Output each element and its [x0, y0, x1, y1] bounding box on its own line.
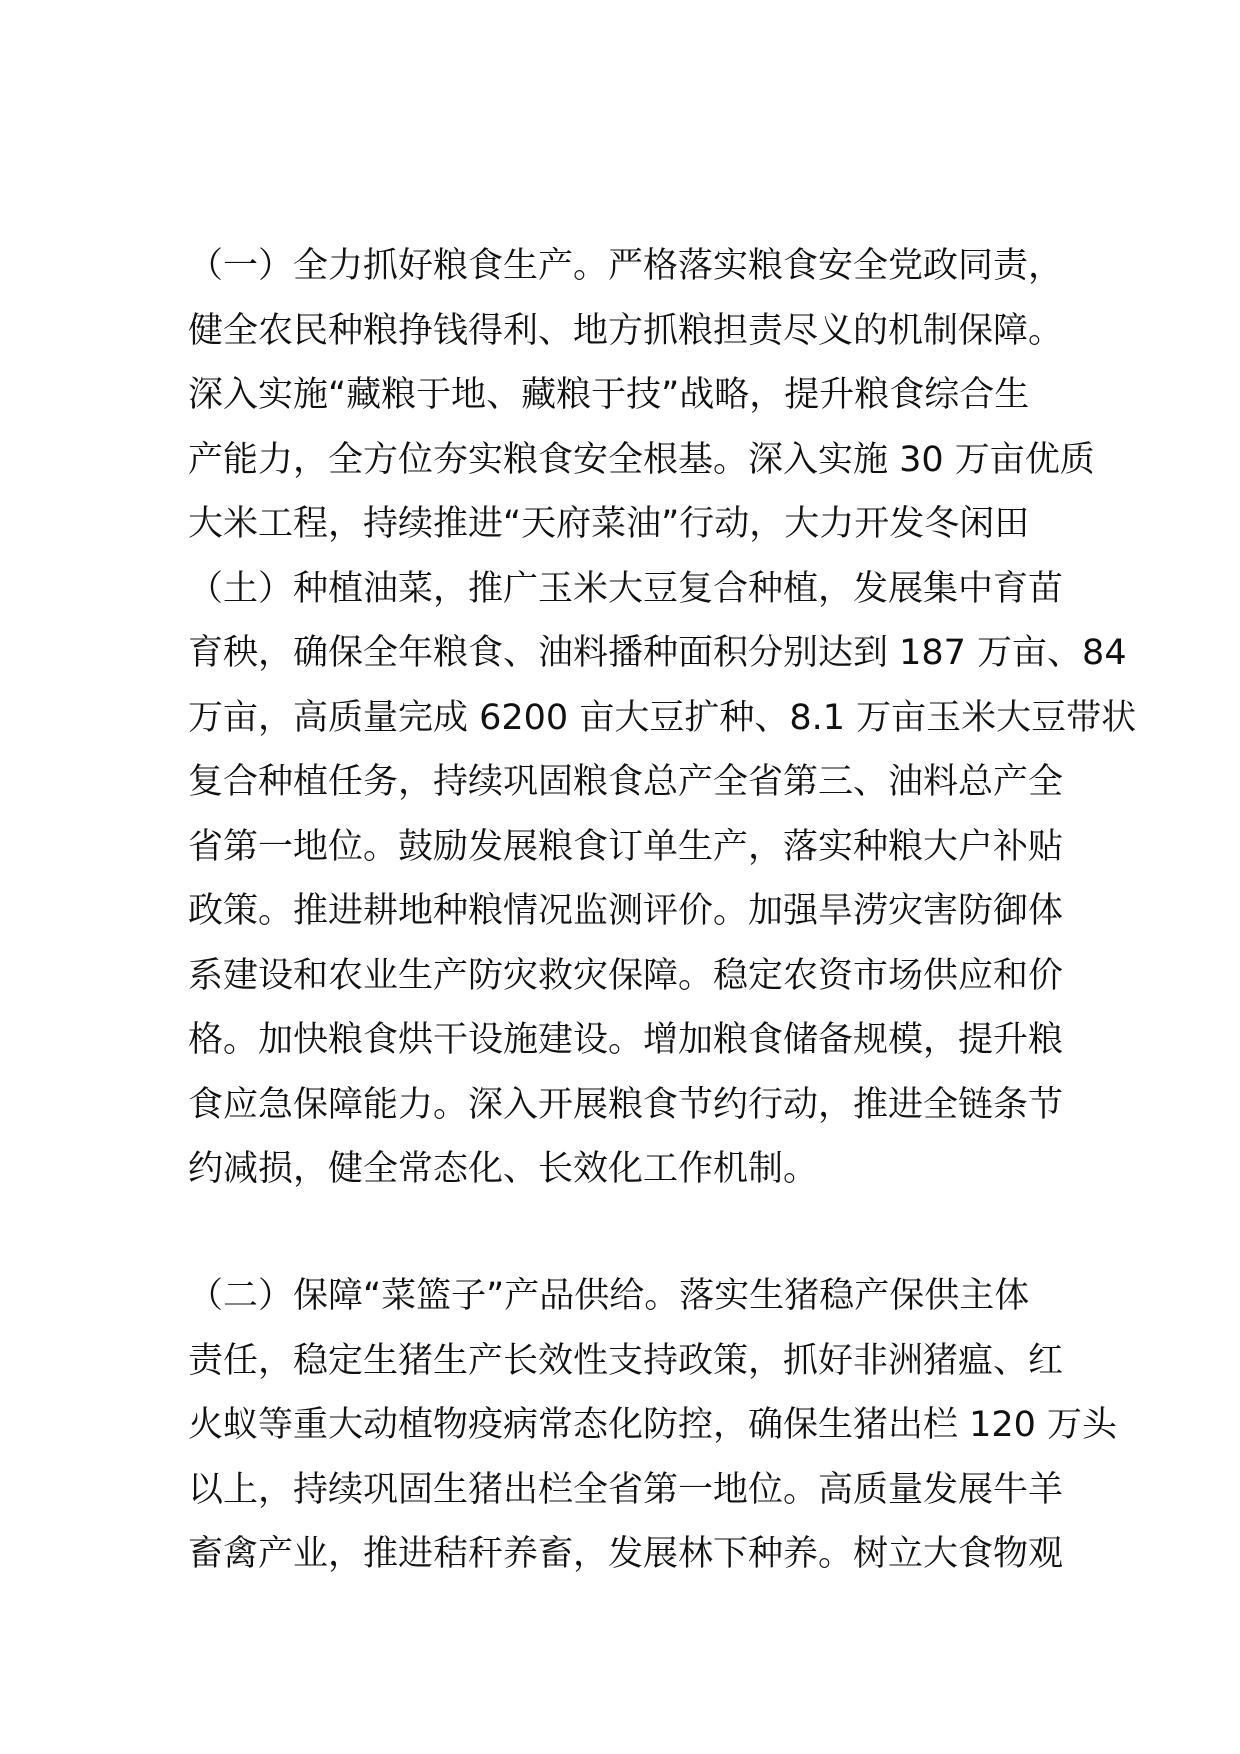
text-line: 格。加快粮食烘干设施建设。增加粮食储备规模，提升粮 — [188, 1020, 1064, 1060]
text-line: 系建设和农业生产防灾救灾保障。稳定农资市场供应和价 — [188, 955, 1064, 996]
text-line: 大米工程，持续推进“天府菜油”行动，大力开发冬闲田 — [188, 504, 1030, 544]
text-line: 育秧，确保全年粮食、油料播种面积分别达到 187 万亩、84 — [188, 633, 1127, 673]
text-line: 责任，稳定生猪生产长效性支持政策，抓好非洲猪瘟、红 — [188, 1340, 1064, 1381]
text-line: （土）种植油菜，推广玉米大豆复合种植，发展集中育苗 — [188, 568, 1064, 609]
text-line: 复合种植任务，持续巩固粮食总产全省第三、油料总产全 — [188, 762, 1064, 802]
text-line: 健全农民种粮挣钱得利、地方抓粮担责尽义的机制保障。 — [188, 310, 1064, 351]
text-line: 万亩，高质量完成 6200 亩大豆扩种、8.1 万亩玉米大豆带状 — [188, 697, 1137, 738]
text-line: 以上，持续巩固生猪出栏全省第一地位。高质量发展牛羊 — [188, 1469, 1064, 1510]
paragraph-vegetable-basket — [188, 1264, 1118, 1587]
text-line: 火蚁等重大动植物疫病常态化防控，确保生猪出栏 120 万头 — [188, 1405, 1118, 1445]
text-line: 政策。推进耕地种粮情况监测评价。加强旱涝灾害防御体 — [188, 891, 1064, 931]
text-line: 省第一地位。鼓励发展粮食订单生产，落实种粮大户补贴 — [188, 826, 1064, 867]
text-line: （二）保障“菜篮子”产品供给。落实生猪稳产保供主体 — [188, 1276, 1030, 1316]
text-line: 约减损，健全常态化、长效化工作机制。 — [188, 1149, 819, 1189]
text-line: 产能力，全方位夯实粮食安全根基。深入实施 30 万亩优质 — [188, 439, 1095, 480]
text-line: 深入实施“藏粮于地、藏粮于技”战略，提升粮食综合生 — [188, 375, 1030, 415]
text-line: （一）全力抓好粮食生产。严格落实粮食安全党政同责， — [188, 246, 1064, 286]
text-line: 畜禽产业，推进秸秆养畜，发展林下种养。树立大食物观 — [188, 1534, 1064, 1574]
text-line: 食应急保障能力。深入开展粮食节约行动，推进全链条节 — [188, 1084, 1064, 1125]
paragraph-grain-production — [188, 234, 1137, 1202]
